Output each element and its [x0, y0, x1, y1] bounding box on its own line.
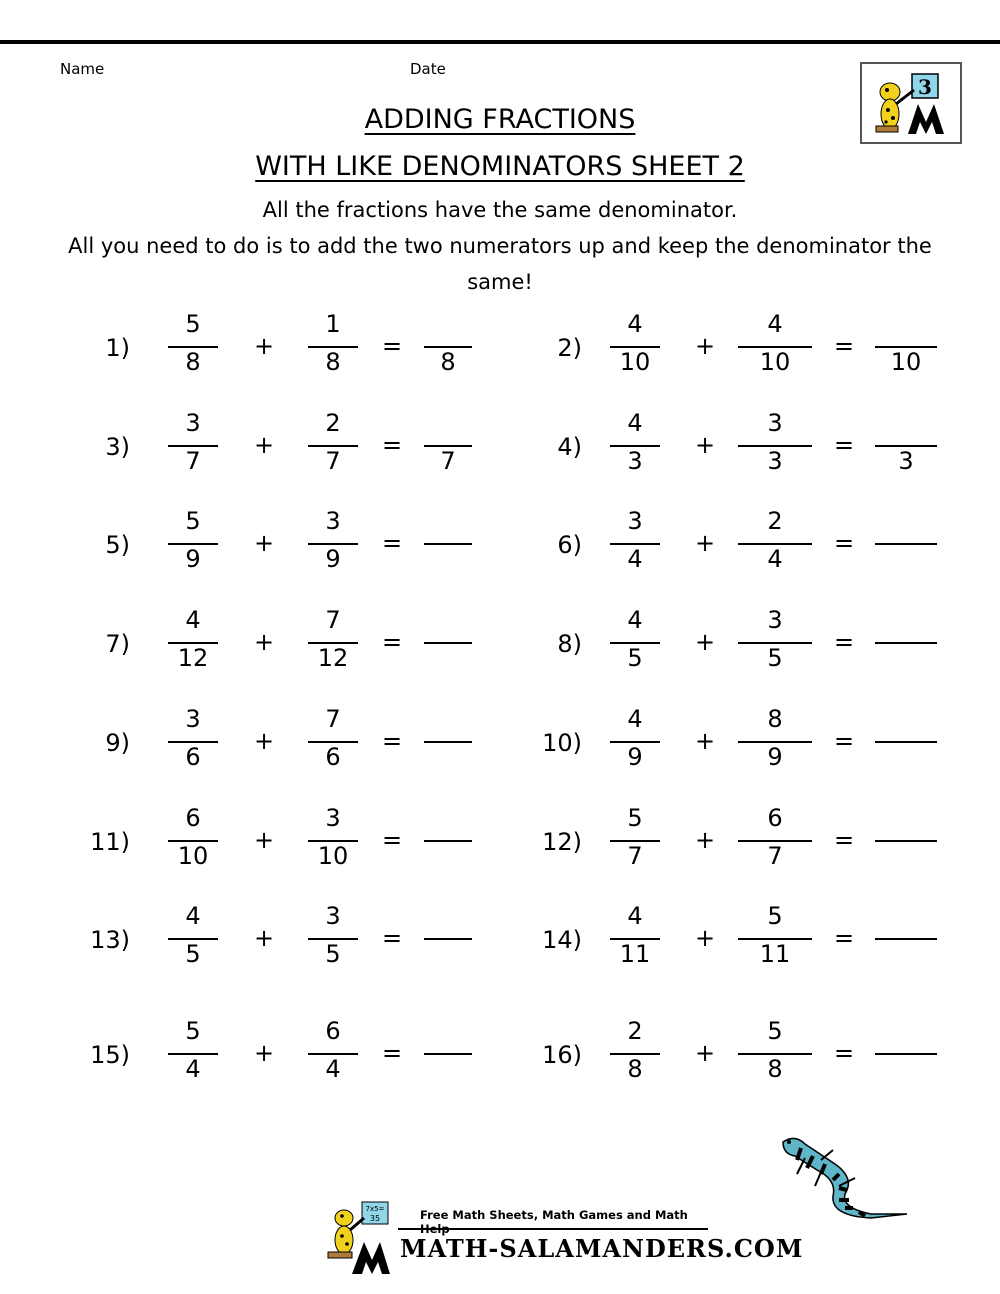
- first-numerator: 4: [627, 902, 643, 930]
- answer-blank[interactable]: [875, 409, 937, 489]
- answer-line: [424, 938, 472, 940]
- footer-tagline: Free Math Sheets, Math Games and Math Help: [420, 1208, 688, 1236]
- problem-1: [88, 310, 538, 390]
- grade-number: 3: [918, 75, 932, 99]
- plus-sign: +: [694, 727, 716, 755]
- answer-line: [424, 840, 472, 842]
- top-rule: [0, 40, 1000, 44]
- first-numerator: 4: [627, 409, 643, 437]
- second-numerator: 2: [325, 409, 341, 437]
- title-line-2: WITH LIKE DENOMINATORS SHEET 2: [255, 151, 745, 182]
- equals-sign: =: [833, 1039, 855, 1067]
- answer-blank[interactable]: [875, 606, 937, 686]
- first-denominator: 11: [619, 940, 651, 968]
- plus-sign: +: [694, 332, 716, 360]
- plus-sign: +: [253, 628, 275, 656]
- answer-blank[interactable]: [424, 902, 472, 982]
- first-denominator: 4: [627, 545, 643, 573]
- answer-denominator: 7: [440, 447, 456, 475]
- second-denominator: 6: [325, 743, 341, 771]
- first-denominator: 10: [177, 842, 209, 870]
- first-numerator: 4: [627, 705, 643, 733]
- answer-blank[interactable]: [875, 507, 937, 587]
- second-denominator: 5: [767, 644, 783, 672]
- equals-sign: =: [381, 431, 403, 459]
- problem-number: 13): [90, 926, 130, 954]
- second-denominator: 4: [767, 545, 783, 573]
- second-denominator: 4: [325, 1055, 341, 1083]
- answer-line: [875, 543, 937, 545]
- answer-blank[interactable]: [424, 705, 472, 785]
- problem-number: 4): [557, 433, 582, 461]
- plus-sign: +: [694, 628, 716, 656]
- problem-16: [540, 1017, 990, 1097]
- first-numerator: 5: [185, 310, 201, 338]
- second-numerator: 3: [325, 804, 341, 832]
- equals-sign: =: [833, 529, 855, 557]
- first-numerator: 2: [627, 1017, 643, 1045]
- second-numerator: 3: [325, 902, 341, 930]
- answer-line: [875, 642, 937, 644]
- first-numerator: 4: [185, 902, 201, 930]
- problem-2: [540, 310, 990, 390]
- first-numerator: 4: [627, 310, 643, 338]
- answer-denominator: 10: [890, 348, 922, 376]
- second-numerator: 3: [767, 606, 783, 634]
- second-denominator: 8: [767, 1055, 783, 1083]
- problem-number: 12): [542, 828, 582, 856]
- problem-number: 1): [105, 334, 130, 362]
- plus-sign: +: [694, 431, 716, 459]
- problem-number: 2): [557, 334, 582, 362]
- plus-sign: +: [253, 332, 275, 360]
- second-denominator: 11: [759, 940, 791, 968]
- first-denominator: 12: [177, 644, 209, 672]
- plus-sign: +: [694, 529, 716, 557]
- plus-sign: +: [694, 924, 716, 952]
- plus-sign: +: [694, 1039, 716, 1067]
- problem-11: [88, 804, 538, 884]
- answer-blank[interactable]: [424, 507, 472, 587]
- second-numerator: 5: [767, 902, 783, 930]
- equals-sign: =: [833, 727, 855, 755]
- date-label: Date: [410, 60, 446, 78]
- equals-sign: =: [381, 924, 403, 952]
- problem-6: [540, 507, 990, 587]
- second-numerator: 6: [767, 804, 783, 832]
- second-numerator: 6: [325, 1017, 341, 1045]
- answer-blank[interactable]: [875, 1017, 937, 1097]
- second-numerator: 7: [325, 606, 341, 634]
- answer-line: [875, 840, 937, 842]
- first-numerator: 3: [185, 705, 201, 733]
- second-numerator: 4: [767, 310, 783, 338]
- first-numerator: 5: [627, 804, 643, 832]
- problem-number: 9): [105, 729, 130, 757]
- salamander-logo-icon: [322, 1196, 392, 1276]
- equals-sign: =: [381, 1039, 403, 1067]
- second-numerator: 5: [767, 1017, 783, 1045]
- plus-sign: +: [694, 826, 716, 854]
- second-numerator: 2: [767, 507, 783, 535]
- answer-blank[interactable]: [875, 902, 937, 982]
- footer-rule: [398, 1228, 708, 1230]
- equals-sign: =: [833, 924, 855, 952]
- answer-line: [875, 938, 937, 940]
- problem-7: [88, 606, 538, 686]
- problem-5: [88, 507, 538, 587]
- first-numerator: 4: [627, 606, 643, 634]
- equals-sign: =: [381, 727, 403, 755]
- second-numerator: 1: [325, 310, 341, 338]
- problem-13: [88, 902, 538, 982]
- equals-sign: =: [833, 332, 855, 360]
- plus-sign: +: [253, 826, 275, 854]
- first-numerator: 3: [185, 409, 201, 437]
- answer-line: [424, 741, 472, 743]
- second-denominator: 3: [767, 447, 783, 475]
- problem-8: [540, 606, 990, 686]
- problem-number: 16): [542, 1041, 582, 1069]
- problem-number: 5): [105, 531, 130, 559]
- answer-line: [424, 642, 472, 644]
- equals-sign: =: [381, 332, 403, 360]
- answer-line: [424, 1053, 472, 1055]
- footer-logo: [322, 1196, 804, 1276]
- second-denominator: 10: [317, 842, 349, 870]
- answer-blank[interactable]: [424, 804, 472, 884]
- answer-blank[interactable]: [875, 804, 937, 884]
- first-numerator: 3: [627, 507, 643, 535]
- second-denominator: 8: [325, 348, 341, 376]
- answer-blank[interactable]: [875, 705, 937, 785]
- second-numerator: 7: [325, 705, 341, 733]
- answer-blank[interactable]: [424, 606, 472, 686]
- first-denominator: 3: [627, 447, 643, 475]
- second-denominator: 12: [317, 644, 349, 672]
- plus-sign: +: [253, 529, 275, 557]
- problem-number: 10): [542, 729, 582, 757]
- first-denominator: 8: [627, 1055, 643, 1083]
- title-line-1: ADDING FRACTIONS: [364, 104, 636, 135]
- problem-number: 6): [557, 531, 582, 559]
- plus-sign: +: [253, 727, 275, 755]
- first-denominator: 8: [185, 348, 201, 376]
- answer-blank[interactable]: [424, 1017, 472, 1097]
- plus-sign: +: [253, 924, 275, 952]
- problem-4: [540, 409, 990, 489]
- instructions-line-1: All the fractions have the same denominator.: [262, 198, 738, 222]
- equals-sign: =: [381, 628, 403, 656]
- answer-blank[interactable]: [875, 310, 937, 390]
- first-denominator: 9: [185, 545, 201, 573]
- problem-15: [88, 1017, 538, 1097]
- answer-line: [875, 741, 937, 743]
- plus-sign: +: [253, 431, 275, 459]
- problem-number: 7): [105, 630, 130, 658]
- problem-9: [88, 705, 538, 785]
- first-numerator: 5: [185, 507, 201, 535]
- first-numerator: 4: [185, 606, 201, 634]
- second-numerator: 8: [767, 705, 783, 733]
- equals-sign: =: [833, 826, 855, 854]
- second-denominator: 10: [759, 348, 791, 376]
- lizard-illustration: [775, 1130, 915, 1230]
- equals-sign: =: [381, 826, 403, 854]
- equals-sign: =: [833, 431, 855, 459]
- answer-line: [875, 1053, 937, 1055]
- first-denominator: 6: [185, 743, 201, 771]
- first-denominator: 7: [627, 842, 643, 870]
- instructions-line-2: All you need to do is to add the two numerators up and keep the denominator the same!: [68, 234, 932, 294]
- first-numerator: 6: [185, 804, 201, 832]
- problem-number: 8): [557, 630, 582, 658]
- first-denominator: 10: [619, 348, 651, 376]
- answer-line: [424, 543, 472, 545]
- answer-blank[interactable]: [424, 310, 472, 390]
- second-denominator: 9: [325, 545, 341, 573]
- second-numerator: 3: [767, 409, 783, 437]
- problem-number: 3): [105, 433, 130, 461]
- problem-14: [540, 902, 990, 982]
- first-denominator: 7: [185, 447, 201, 475]
- footer-site-name: MATH-SALAMANDERS.COM: [400, 1234, 804, 1263]
- second-denominator: 7: [767, 842, 783, 870]
- first-denominator: 9: [627, 743, 643, 771]
- first-denominator: 5: [185, 940, 201, 968]
- problem-number: 15): [90, 1041, 130, 1069]
- problem-3: [88, 409, 538, 489]
- name-label: Name: [60, 60, 105, 78]
- problem-number: 14): [542, 926, 582, 954]
- problem-number: 11): [90, 828, 130, 856]
- second-denominator: 7: [325, 447, 341, 475]
- problem-10: [540, 705, 990, 785]
- footer-badge-line-1: 7x5=: [365, 1205, 385, 1213]
- first-numerator: 5: [185, 1017, 201, 1045]
- equals-sign: =: [381, 529, 403, 557]
- answer-blank[interactable]: [424, 409, 472, 489]
- answer-denominator: 3: [898, 447, 914, 475]
- first-denominator: 4: [185, 1055, 201, 1083]
- first-denominator: 5: [627, 644, 643, 672]
- second-denominator: 9: [767, 743, 783, 771]
- second-denominator: 5: [325, 940, 341, 968]
- footer-badge-line-2: 35: [369, 1214, 381, 1223]
- answer-denominator: 8: [440, 348, 456, 376]
- second-numerator: 3: [325, 507, 341, 535]
- equals-sign: =: [833, 628, 855, 656]
- problem-12: [540, 804, 990, 884]
- plus-sign: +: [253, 1039, 275, 1067]
